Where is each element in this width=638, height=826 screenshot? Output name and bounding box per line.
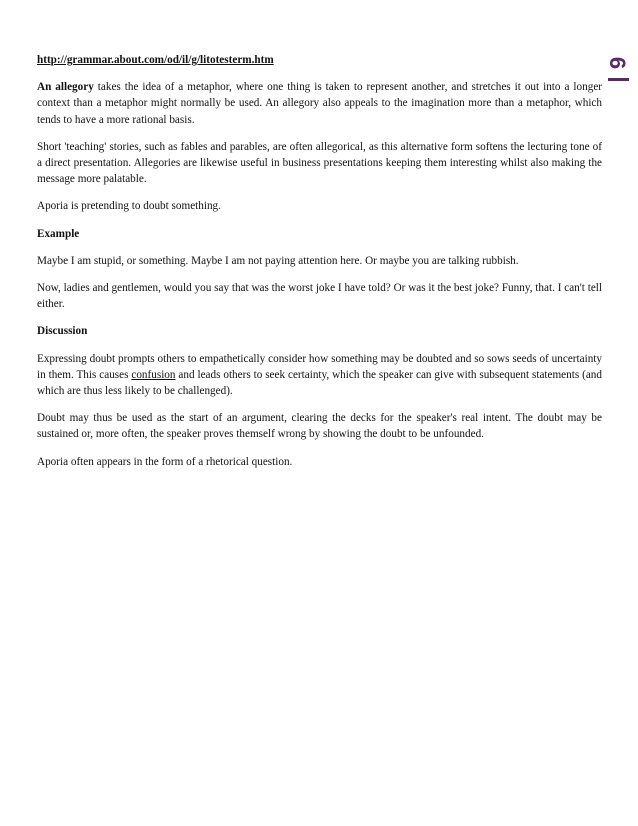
discussion-1-after: and leads others to seek certainty, which the speaker can give with subsequent statements (and which are thus less likely to be challenged). — [37, 368, 602, 398]
source-link[interactable]: http://grammar.about.com/od/il/g/litotesterm.htm — [37, 54, 274, 66]
discussion-heading: Discussion — [37, 325, 88, 338]
allegory-text: takes the idea of a metaphor, where one thing is taken to represent another, and stretches it out into a longer context than a metaphor might normally be used. An allegory also appeals to the imagination more than a metaphor, which tends to have a more rational basis. — [37, 81, 603, 126]
example-paragraph-2: Now, ladies and gentlemen, would you say that was the worst joke I have told? Or was it the best joke? Funny, that. I can't tell either. — [37, 282, 602, 311]
allegory-paragraph — [37, 79, 602, 128]
discussion-paragraph-3: Aporia often appears in the form of a rhetorical question. — [37, 455, 293, 468]
confusion-link[interactable]: confusion — [131, 368, 176, 381]
allegory-term: An allegory — [37, 81, 94, 94]
discussion-paragraph-2: Doubt may thus be used as the start of an argument, clearing the decks for the speaker's real intent. The doubt may be sustained or, more often, the speaker proves themself wrong by showing the doubt to be unfounded. — [37, 412, 602, 441]
aporia-intro-paragraph: Aporia is pretending to doubt something. — [37, 200, 221, 213]
example-paragraph-1: Maybe I am stupid, or something. Maybe I am not paying attention here. Or maybe you are talking rubbish. — [37, 254, 519, 267]
teaching-stories-paragraph: Short 'teaching' stories, such as fables and parables, are often allegorical, as this alternative form softens the lecturing tone of a direct presentation. Allegories are likewise useful in business presentations keeping them interesting whilst also making the message more palatable. — [37, 140, 602, 186]
page-content — [37, 52, 602, 481]
page-number: 6 — [605, 56, 630, 70]
discussion-1-before: Expressing doubt prompts others to empathetically consider how something may be doubted and so sows seeds of uncertainty in them. This causes — [37, 352, 602, 381]
example-heading: Example — [37, 227, 80, 240]
discussion-paragraph-1 — [37, 351, 602, 400]
source-link-paragraph — [37, 52, 602, 68]
page-number-bar — [608, 78, 629, 81]
